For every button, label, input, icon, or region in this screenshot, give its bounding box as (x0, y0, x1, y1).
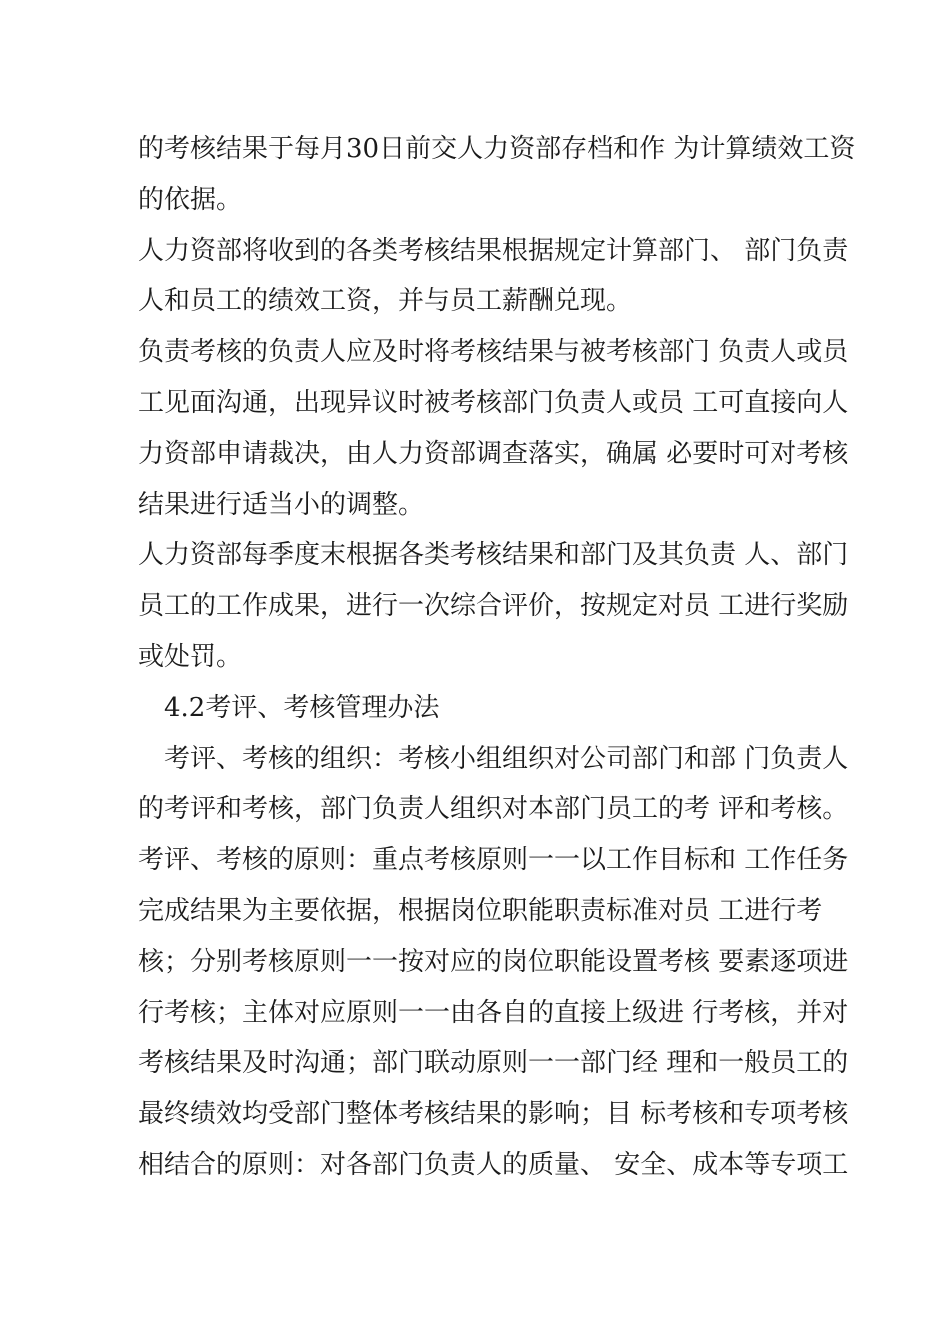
section-heading: 4.2考评、考核管理办法 (164, 692, 440, 723)
text-line: 员工的工作成果，进行一次综合评价，按规定对员 工进行奖励 (138, 591, 849, 622)
text-line: 相结合的原则：对各部门负责人的质量、 安全、成本等专项工 (138, 1149, 849, 1180)
text-line: 最终绩效均受部门整体考核结果的影响；目 标考核和专项考核 (138, 1099, 849, 1130)
text-line: 人和员工的绩效工资，并与员工薪酬兑现。 (138, 286, 633, 317)
text-line: 力资部申请裁决，由人力资部调查落实，确属 必要时可对考核 (138, 438, 849, 469)
text-line: 核；分别考核原则一一按对应的岗位职能设置考核 要素逐项进 (138, 946, 849, 977)
text-line: 结果进行适当小的调整。 (138, 489, 425, 520)
text-line: 负责考核的负责人应及时将考核结果与被考核部门 负责人或员 (138, 337, 849, 368)
text-line: 的考评和考核，部门负责人组织对本部门员工的考 评和考核。 (138, 794, 849, 825)
text-line: 或处罚。 (138, 641, 243, 672)
text-line: 行考核；主体对应原则一一由各自的直接上级进 行考核，并对 (138, 997, 849, 1028)
text-line: 人力资部将收到的各类考核结果根据规定计算部门、 部门负责 (138, 235, 849, 266)
text-line: 人力资部每季度末根据各类考核结果和部门及其负责 人、部门 (138, 540, 849, 571)
text-line: 考评、考核的组织：考核小组组织对公司部门和部 门负责人 (164, 743, 849, 774)
body-text (138, 124, 856, 1191)
text-line: 考评、考核的原则：重点考核原则一一以工作目标和 工作任务 (138, 845, 849, 876)
text-line: 的依据。 (138, 184, 243, 215)
text-line: 考核结果及时沟通；部门联动原则一一部门经 理和一般员工的 (138, 1048, 849, 1079)
text-line: 完成结果为主要依据，根据岗位职能职责标准对员 工进行考 (138, 895, 823, 926)
text-line: 的考核结果于每月30日前交人力资部存档和作 为计算绩效工资 (138, 134, 856, 164)
text-line: 工见面沟通，出现异议时被考核部门负责人或员 工可直接向人 (138, 387, 849, 418)
